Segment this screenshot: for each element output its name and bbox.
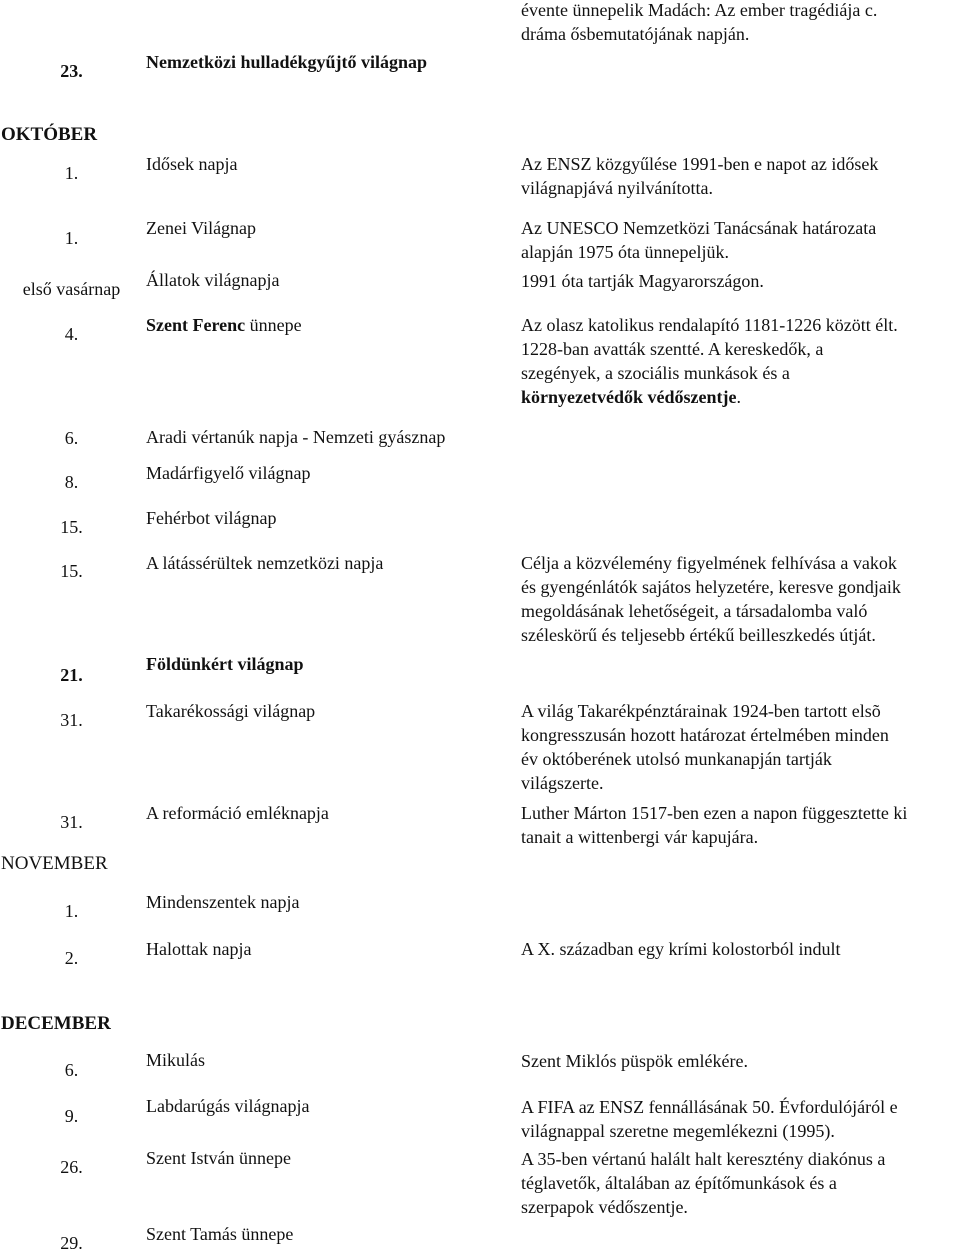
day: 26. (60, 1157, 83, 1177)
desc-line: szerpapok védőszentje. (521, 1197, 688, 1217)
name-rest: ünnepe (245, 315, 302, 335)
name: Állatok világnapja (146, 270, 280, 290)
name: Szent Tamás ünnepe (146, 1224, 294, 1244)
desc-line: alapján 1975 óta ünnepeljük. (521, 242, 729, 262)
day: 2. (64, 948, 79, 968)
desc-line: 1228-ban avatták szentté. A kereskedők, a (521, 339, 824, 359)
name: Takarékossági világnap (146, 701, 316, 721)
name (146, 313, 302, 337)
name: Aradi vértanúk napja - Nemzeti gyásznap (146, 427, 446, 447)
desc-line: világszerte. (521, 773, 604, 793)
day: 1. (64, 163, 79, 183)
desc-line: téglavetők, általában az építőmunkások és a (521, 1173, 837, 1193)
description (521, 1147, 959, 1219)
day: 23. (60, 61, 83, 81)
description (521, 937, 959, 961)
day: 8. (64, 472, 79, 492)
desc-bold: környezetvédők védőszentje (521, 387, 737, 407)
description (521, 551, 959, 647)
desc-line: Az olasz katolikus rendalapító 1181-1226 között élt. (521, 315, 898, 335)
desc-line: 1991 óta tartják Magyarországon. (521, 271, 764, 291)
month-heading-december: DECEMBER (1, 1013, 111, 1034)
desc-line (521, 385, 959, 409)
name: Szent István ünnepe (146, 1148, 291, 1168)
name: Mindenszentek napja (146, 892, 300, 912)
desc-line: év októberének utolsó munkanapján tartják (521, 749, 832, 769)
day: 9. (64, 1106, 79, 1126)
desc-line: széleskörű és teljesebb értékű beilleszkedés útját. (521, 625, 876, 645)
name: Mikulás (146, 1050, 206, 1070)
day: 15. (60, 517, 83, 537)
description (521, 1049, 959, 1073)
day: 1. (64, 901, 79, 921)
desc-line: dráma ősbemutatójának napján. (521, 24, 750, 44)
name: Labdarúgás világnapja (146, 1096, 310, 1116)
desc-line: Célja a közvélemény figyelmének felhívása a vakok (521, 553, 897, 573)
desc-line: és gyengénlátók sajátos helyzetére, keresve gondjaik (521, 577, 901, 597)
name: Halottak napja (146, 939, 252, 959)
desc-line: A FIFA az ENSZ fennállásának 50. Évfordulójáról e (521, 1097, 898, 1117)
description (521, 313, 959, 409)
top-desc (521, 0, 959, 46)
desc-line: Szent Miklós püspök emlékére. (521, 1051, 748, 1071)
name: Fehérbot világnap (146, 508, 277, 528)
day: első vasárnap (22, 279, 121, 299)
desc-line: világnappal szeretne megemlékezni (1995). (521, 1121, 835, 1141)
day: 1. (64, 228, 79, 248)
name-bold: Szent Ferenc (146, 315, 246, 335)
name: Földünkért világnap (146, 654, 304, 674)
desc-line: szegények, a szociális munkások és a (521, 363, 790, 383)
month-heading-november: NOVEMBER (1, 853, 108, 874)
desc-line: évente ünnepelik Madách: Az ember tragédiája c. (521, 0, 878, 20)
day: 6. (64, 428, 79, 448)
day: 31. (60, 710, 83, 730)
description (521, 216, 959, 264)
description (521, 1095, 959, 1143)
name: A látássérültek nemzetközi napja (146, 553, 384, 573)
day: 4. (64, 324, 79, 344)
day: 29. (60, 1233, 83, 1253)
description (521, 699, 959, 795)
description (521, 152, 959, 200)
day: 15. (60, 561, 83, 581)
day: 6. (64, 1060, 79, 1080)
day: 21. (60, 665, 83, 685)
desc-line: A 35-ben vértanú halált halt keresztény diakónus a (521, 1149, 886, 1169)
desc-tail: . (736, 387, 741, 407)
desc-line: kongresszusán hozott határozat értelmében minden (521, 725, 889, 745)
description (521, 269, 959, 293)
desc-line: megoldásának lehetőségeit, a társadalomba való (521, 601, 868, 621)
name: Zenei Világnap (146, 218, 257, 238)
name: A reformáció emléknapja (146, 803, 329, 823)
desc-line: Az UNESCO Nemzetközi Tanácsának határozata (521, 218, 877, 238)
month-heading-october: OKTÓBER (1, 124, 98, 145)
name: Madárfigyelő világnap (146, 463, 311, 483)
name: Nemzetközi hulladékgyűjtő világnap (146, 52, 428, 72)
day: 31. (60, 812, 83, 832)
desc-line: A világ Takarékpénztárainak 1924-ben tartott elsõ (521, 701, 881, 721)
name: Idősek napja (146, 154, 238, 174)
desc-line: világnapjává nyilvánította. (521, 178, 713, 198)
desc-line: tanait a wittenbergi vár kapujára. (521, 827, 759, 847)
description (521, 801, 959, 849)
desc-line: Luther Márton 1517-ben ezen a napon függesztette ki (521, 803, 908, 823)
desc-line: A X. században egy krími kolostorból indult (521, 939, 841, 959)
desc-line: Az ENSZ közgyűlése 1991-ben e napot az idősek (521, 154, 879, 174)
